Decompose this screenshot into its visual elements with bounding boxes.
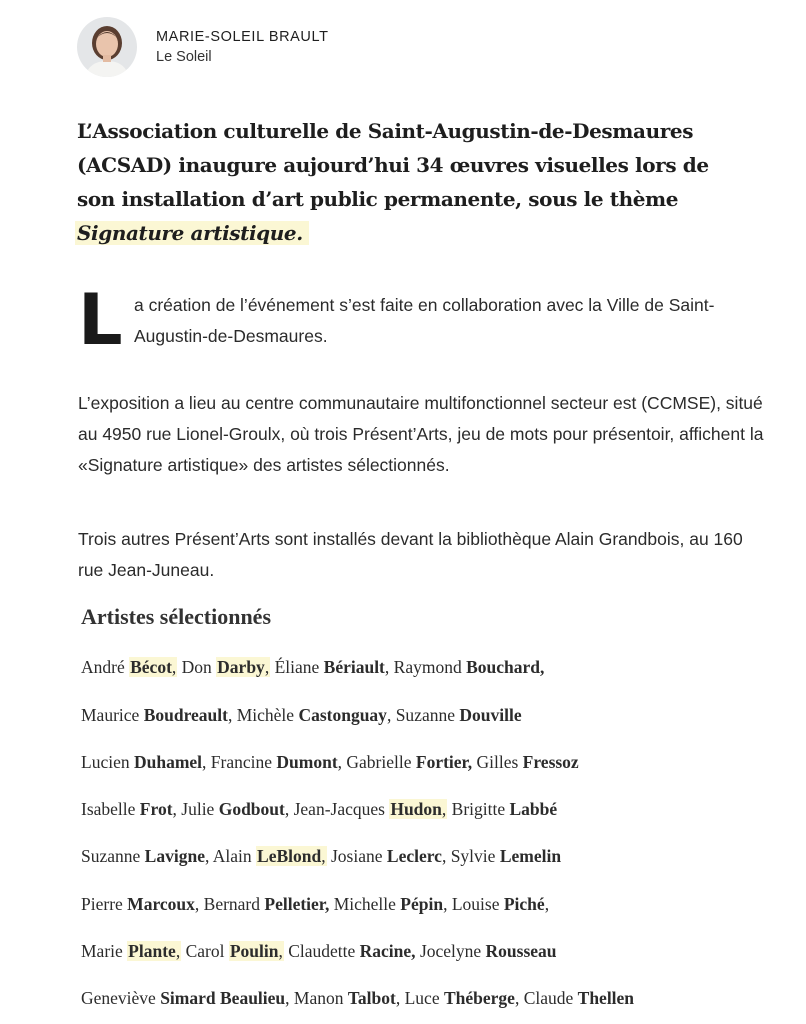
artist-name-group: [504, 894, 545, 914]
artist-name-group: [298, 705, 387, 725]
artist-separator: ,: [202, 752, 211, 772]
artist-last-name: Marcoux: [127, 894, 195, 914]
artist-last-name: Simard Beaulieu: [160, 988, 286, 1008]
artist-line: [81, 891, 781, 917]
artist-first-name: Isabelle: [81, 799, 140, 819]
artist-last-name: Hudon: [390, 799, 442, 819]
artist-separator: ,: [514, 988, 524, 1008]
artist-name-group: [466, 657, 544, 677]
artist-separator: ,: [337, 752, 347, 772]
artist-line: [81, 702, 781, 728]
artist-first-name: Bernard: [203, 894, 265, 914]
artist-first-name: Lucien: [81, 752, 134, 772]
artist-first-name: Manon: [293, 988, 348, 1008]
artist-last-name: Douville: [459, 705, 522, 725]
artist-separator: ,: [395, 988, 405, 1008]
artist-separator: ,: [264, 657, 270, 677]
artist-last-name: Théberge: [443, 988, 515, 1008]
artist-name-group: [134, 752, 202, 772]
artist-highlight: [256, 846, 327, 866]
artist-first-name: Julie: [181, 799, 219, 819]
artist-name-group: [578, 988, 634, 1008]
artist-first-name: Alain: [212, 846, 257, 866]
artist-last-name: Frot: [139, 799, 173, 819]
artist-last-name: Godbout: [218, 799, 285, 819]
artist-line: [81, 749, 781, 775]
artist-name-group: [127, 894, 195, 914]
artist-highlight: [216, 657, 270, 677]
artist-separator: ,: [443, 894, 452, 914]
artist-name-group: [324, 657, 385, 677]
byline: [77, 17, 329, 77]
artist-line: [81, 985, 781, 1011]
lead-highlight: [75, 221, 309, 245]
artist-highlight: [129, 657, 177, 677]
artist-last-name: Dumont: [276, 752, 338, 772]
artist-name-group: [444, 988, 515, 1008]
lead-highlight-text: Signature artistique: [77, 221, 297, 245]
artist-last-name: Talbot: [347, 988, 396, 1008]
artist-separator: ,: [175, 941, 181, 961]
artist-last-name: Fortier,: [415, 752, 473, 772]
artist-separator: ,: [386, 705, 396, 725]
author-name[interactable]: MARIE-SOLEIL BRAULT: [156, 29, 329, 45]
artist-name-group: [459, 705, 521, 725]
artist-last-name: Fressoz: [522, 752, 579, 772]
artist-name-group: [219, 799, 285, 819]
artist-first-name: Gilles: [476, 752, 523, 772]
artist-name-group: [140, 799, 173, 819]
artist-last-name: Plante: [128, 941, 176, 961]
artist-first-name: Claudette: [288, 941, 360, 961]
outlet-name[interactable]: Le Soleil: [156, 49, 212, 65]
artist-first-name: Michèle: [236, 705, 299, 725]
artist-separator: ,: [441, 846, 451, 866]
artist-separator: ,: [204, 846, 213, 866]
artist-last-name: Thellen: [577, 988, 635, 1008]
artist-line: [81, 843, 781, 869]
artist-separator: ,: [172, 799, 182, 819]
artist-first-name: Pierre: [81, 894, 128, 914]
artist-last-name: Boudreault: [143, 705, 228, 725]
dropcap: [78, 292, 123, 345]
artist-last-name: Poulin: [229, 941, 279, 961]
artist-name-group: [276, 752, 337, 772]
artist-first-name: Éliane: [274, 657, 324, 677]
artist-name-group: [145, 846, 205, 866]
artist-name-group: [509, 799, 557, 819]
artist-first-name: Suzanne: [81, 846, 145, 866]
lead-text: L’Association culturelle de Saint-Augustin-de-Desmaures (ACSAD) inaugure aujourd’hui 34 œuvres visuelles lors de son installation d’art public permanente, sous le thème: [77, 119, 709, 211]
artist-separator: ,: [544, 894, 550, 914]
artist-name-group: [387, 846, 442, 866]
artist-highlight: [389, 799, 447, 819]
artist-last-name: Pelletier,: [264, 894, 330, 914]
artist-last-name: Bouchard,: [466, 657, 545, 677]
artist-first-name: Brigitte: [451, 799, 510, 819]
artist-name-group: [264, 894, 329, 914]
artist-last-name: Leclerc: [386, 846, 442, 866]
artist-separator: ,: [194, 894, 204, 914]
artist-highlight: [229, 941, 284, 961]
artist-name-group: [144, 705, 228, 725]
artist-separator: ,: [285, 988, 294, 1008]
first-paragraph: [78, 290, 758, 352]
artist-name-group: [486, 941, 557, 961]
artist-name-group: [500, 846, 561, 866]
artist-highlight: [127, 941, 181, 961]
artist-first-name: Francine: [210, 752, 277, 772]
artist-name-group: [400, 894, 443, 914]
artist-separator: ,: [278, 941, 283, 961]
artist-first-name: Louise: [451, 894, 504, 914]
artist-last-name: Pépin: [400, 894, 444, 914]
artist-first-name: Michelle: [333, 894, 401, 914]
artists-heading: Artistes sélectionnés: [81, 604, 272, 629]
artist-first-name: Josiane: [330, 846, 387, 866]
second-paragraph: L’exposition a lieu au centre communautaire multifonctionnel secteur est (CCMSE), situé au 4950 rue Lionel-Groulx, où trois Présent’Arts, jeu de mots pour présentoir, affichent la «Signature artistique» des artistes sélectionnés.: [78, 393, 764, 475]
artist-last-name: Bécot: [130, 657, 172, 677]
artist-last-name: Rousseau: [485, 941, 557, 961]
artist-name-group: [160, 988, 285, 1008]
artist-name-group: [523, 752, 579, 772]
artist-first-name: Jocelyne: [419, 941, 486, 961]
dropcap-letter: L: [78, 292, 123, 345]
artist-line: [81, 796, 781, 822]
artist-first-name: Maurice: [81, 705, 144, 725]
artist-last-name: Labbé: [509, 799, 558, 819]
artist-first-name: Gabrielle: [346, 752, 416, 772]
artist-first-name: Sylvie: [450, 846, 500, 866]
artist-separator: ,: [171, 657, 177, 677]
artist-separator: ,: [384, 657, 394, 677]
artist-last-name: Piché: [503, 894, 545, 914]
third-paragraph: Trois autres Présent’Arts sont installés devant la bibliothèque Alain Grandbois, au 160 rue Jean-Juneau.: [78, 529, 743, 580]
artist-separator: ,: [227, 705, 237, 725]
artist-first-name: Carol: [185, 941, 229, 961]
artist-first-name: Marie: [81, 941, 128, 961]
artist-first-name: Geneviève: [81, 988, 161, 1008]
artist-first-name: Claude: [523, 988, 578, 1008]
artist-first-name: Don: [181, 657, 217, 677]
first-paragraph-text: a création de l’événement s’est faite en collaboration avec la Ville de Saint-Augustin-de-Desmaures.: [134, 295, 715, 346]
artist-name-group: [348, 988, 396, 1008]
artist-last-name: Castonguay: [298, 705, 387, 725]
artist-last-name: Bériault: [323, 657, 385, 677]
artist-last-name: Lavigne: [144, 846, 205, 866]
artist-line: [81, 654, 781, 680]
artist-name-group: [360, 941, 416, 961]
artist-separator: ,: [284, 799, 294, 819]
artist-line: [81, 938, 781, 964]
artist-first-name: Suzanne: [395, 705, 460, 725]
artist-first-name: Jean-Jacques: [293, 799, 390, 819]
artist-first-name: Raymond: [393, 657, 467, 677]
artist-last-name: Racine,: [359, 941, 416, 961]
artist-separator: ,: [321, 846, 326, 866]
lead-paragraph: [77, 114, 737, 250]
author-avatar[interactable]: [77, 17, 137, 77]
lead-end: .: [296, 221, 303, 245]
artist-last-name: Duhamel: [133, 752, 203, 772]
artist-first-name: André: [81, 657, 130, 677]
artist-last-name: LeBlond: [257, 846, 322, 866]
artist-last-name: Lemelin: [499, 846, 562, 866]
artist-name-group: [416, 752, 472, 772]
artist-first-name: Luce: [404, 988, 444, 1008]
artist-separator: ,: [441, 799, 447, 819]
artist-last-name: Darby: [217, 657, 265, 677]
